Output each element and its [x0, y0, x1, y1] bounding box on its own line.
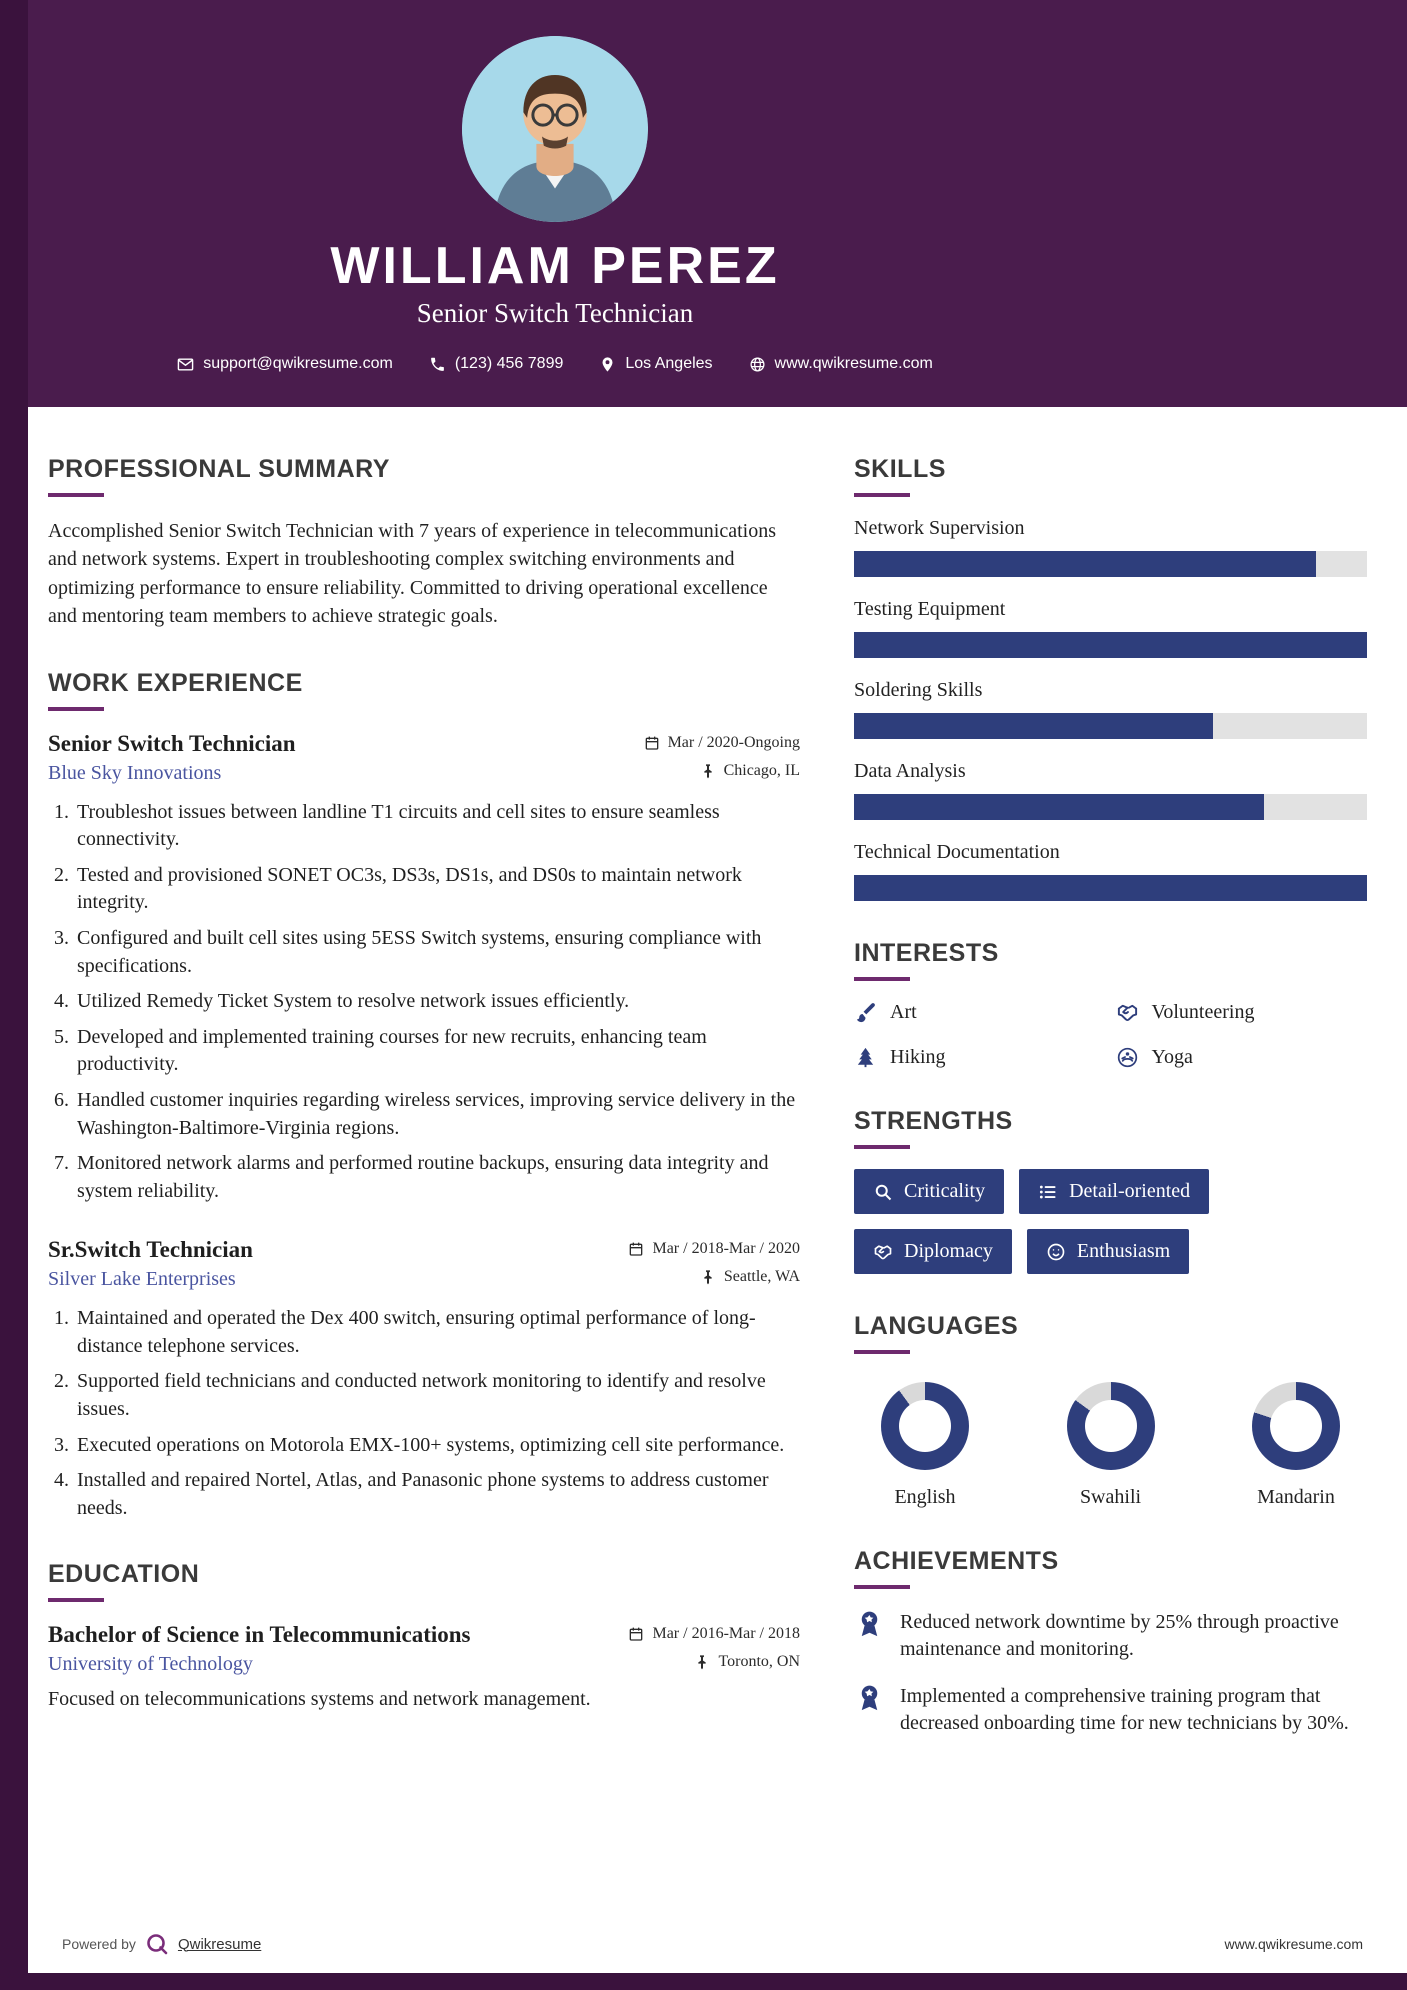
strength-chip — [854, 1169, 1004, 1214]
job-title: Senior Switch Technician — [48, 730, 296, 756]
language-label: Swahili — [1079, 1486, 1142, 1508]
skill-bar — [854, 632, 1367, 658]
envelope-icon — [177, 356, 194, 373]
section-skills — [854, 455, 1367, 901]
map-pin-icon — [599, 356, 616, 373]
interest-label: Yoga — [1151, 1046, 1193, 1068]
contact-website-text: www.qwikresume.com — [774, 355, 933, 372]
skill-bar-fill — [854, 632, 1367, 658]
education-location-text: Toronto, ON — [718, 1653, 800, 1671]
strength-label: Enthusiasm — [1076, 1240, 1171, 1262]
interest-label: Volunteering — [1151, 1001, 1255, 1023]
language-label: English — [894, 1486, 956, 1508]
calendar-icon — [628, 1241, 644, 1257]
skill-name: Technical Documentation — [854, 841, 1060, 863]
skill-bar-fill — [854, 875, 1367, 901]
languages-heading: LANGUAGES — [854, 1312, 1367, 1354]
contact-row — [0, 355, 1110, 373]
strengths-chips — [854, 1169, 1367, 1274]
footer-brand — [62, 1932, 261, 1956]
job-bullet: 7. Monitored network alarms and performed routine backups, ensuring data integrity and system reliability. — [74, 1150, 800, 1205]
contact-phone-text: (123) 456 7899 — [454, 355, 564, 372]
skills-heading: SKILLS — [854, 455, 1367, 497]
education-note: Focused on telecommunications systems and network management. — [48, 1688, 591, 1711]
interest-item — [854, 1001, 1106, 1024]
left-accent-stripe — [0, 0, 28, 1990]
skill-bar — [854, 875, 1367, 901]
job-bullet: 2. Tested and provisioned SONET OC3s, DS3s, DS1s, and DS0s to maintain network integrity. — [74, 862, 800, 917]
section-languages — [854, 1312, 1367, 1509]
interests-grid — [854, 1001, 1367, 1069]
right-column — [854, 455, 1367, 1775]
pushpin-icon — [694, 1654, 710, 1670]
phone-icon — [429, 356, 446, 373]
pushpin-icon — [700, 763, 716, 779]
achievements-heading: ACHIEVEMENTS — [854, 1547, 1367, 1589]
skill-item — [854, 598, 1367, 658]
education-dates — [628, 1625, 800, 1643]
language-donut-chart — [1067, 1382, 1155, 1470]
skill-bar-fill — [854, 551, 1316, 577]
handshake-icon — [1116, 1001, 1139, 1024]
footer-website[interactable]: www.qwikresume.com — [1224, 1936, 1363, 1952]
list-icon — [1038, 1182, 1058, 1202]
skill-bar — [854, 551, 1367, 577]
qwikresume-logo-icon — [145, 1932, 169, 1956]
content — [0, 407, 1407, 1895]
achievement-item — [854, 1683, 1367, 1737]
globe-icon — [749, 356, 766, 373]
left-column — [48, 455, 800, 1775]
language-donut-chart — [881, 1382, 969, 1470]
skill-item — [854, 517, 1367, 577]
job-entry — [48, 731, 800, 1206]
smiley-icon — [1046, 1242, 1066, 1262]
job-location — [700, 1268, 800, 1286]
qwikresume-link[interactable]: Qwikresume — [177, 1935, 262, 1953]
strength-label: Criticality — [904, 1180, 986, 1202]
interest-item — [854, 1046, 1106, 1069]
language-label: Mandarin — [1257, 1486, 1335, 1508]
job-bullet: 1. Troubleshot issues between landline T1 circuits and cell sites to ensure seamless connectivity. — [74, 799, 800, 854]
section-achievements — [854, 1547, 1367, 1737]
avatar — [462, 36, 648, 222]
strength-chip — [1019, 1169, 1209, 1214]
achievement-text: Implemented a comprehensive training program that decreased onboarding time for new technicians by 30%. — [900, 1685, 1349, 1734]
skill-bar-fill — [854, 794, 1264, 820]
contact-email[interactable] — [177, 355, 393, 373]
tree-icon — [854, 1046, 877, 1069]
calendar-icon — [644, 735, 660, 751]
skill-bar — [854, 713, 1367, 739]
skill-name: Network Supervision — [854, 517, 1025, 539]
skill-name: Testing Equipment — [854, 598, 1006, 620]
interest-item — [1116, 1046, 1368, 1069]
interest-label: Hiking — [890, 1046, 946, 1068]
language-donut-chart — [1252, 1382, 1340, 1470]
skill-item — [854, 841, 1367, 901]
person-name: WILLIAM PEREZ — [330, 237, 780, 295]
contact-location-text: Los Angeles — [625, 355, 713, 372]
job-dates — [644, 734, 800, 752]
skill-bar — [854, 794, 1367, 820]
contact-location[interactable] — [599, 355, 712, 373]
education-location — [694, 1653, 800, 1671]
bottom-accent-stripe — [0, 1973, 1407, 1990]
powered-by-label: Powered by — [62, 1936, 136, 1952]
job-dates — [628, 1240, 800, 1258]
yoga-icon — [1116, 1046, 1139, 1069]
job-location-text: Chicago, IL — [723, 761, 800, 779]
education-dates-text: Mar / 2016-Mar / 2018 — [652, 1625, 800, 1643]
contact-email-text: support@qwikresume.com — [203, 355, 393, 372]
section-work-experience — [48, 669, 800, 1523]
job-bullet: 1. Maintained and operated the Dex 400 switch, ensuring optimal performance of long-distance telephone services. — [74, 1305, 800, 1360]
strength-label: Detail-oriented — [1069, 1180, 1191, 1202]
section-interests — [854, 939, 1367, 1069]
pushpin-icon — [700, 1269, 716, 1285]
languages-row — [854, 1374, 1367, 1509]
footer — [0, 1915, 1407, 1973]
skill-item — [854, 679, 1367, 739]
strength-chip — [1027, 1229, 1189, 1274]
skill-name: Soldering Skills — [854, 679, 983, 701]
job-location-text: Seattle, WA — [723, 1268, 800, 1286]
job-bullet: 2. Supported field technicians and conducted network monitoring to identify and resolve issues. — [74, 1368, 800, 1423]
job-bullet: 5. Developed and implemented training courses for new recruits, enhancing team productivity. — [74, 1024, 800, 1079]
school-name: University of Technology — [48, 1653, 253, 1676]
job-bullet: 3. Executed operations on Motorola EMX-100+ systems, optimizing cell site performance. — [74, 1432, 800, 1460]
company-name: Silver Lake Enterprises — [48, 1268, 236, 1291]
degree-title: Bachelor of Science in Telecommunications — [48, 1622, 471, 1648]
job-bullet: 4. Utilized Remedy Ticket System to resolve network issues efficiently. — [74, 988, 800, 1016]
job-title: Sr.Switch Technician — [48, 1237, 253, 1263]
interest-item — [1116, 1001, 1368, 1024]
interests-heading: INTERESTS — [854, 939, 1367, 981]
award-badge-icon — [854, 1683, 885, 1737]
skill-item — [854, 760, 1367, 820]
section-education — [48, 1560, 800, 1711]
contact-website[interactable] — [749, 355, 933, 373]
job-bullet: 4. Installed and repaired Nortel, Atlas, and Panasonic phone systems to address customer needs. — [74, 1467, 800, 1522]
company-name: Blue Sky Innovations — [48, 761, 222, 784]
language-item — [1046, 1382, 1176, 1509]
strength-chip — [854, 1229, 1012, 1274]
interest-label: Art — [890, 1001, 917, 1023]
award-badge-icon — [854, 1609, 885, 1663]
language-item — [860, 1382, 990, 1509]
job-bullet: 3. Configured and built cell sites using 5ESS Switch systems, ensuring compliance with specifications. — [74, 925, 800, 980]
job-bullet-list — [48, 799, 800, 1206]
header-inner — [0, 36, 1110, 373]
summary-heading: PROFESSIONAL SUMMARY — [48, 455, 800, 497]
strengths-heading: STRENGTHS — [854, 1107, 1367, 1149]
work-heading: WORK EXPERIENCE — [48, 669, 800, 711]
education-heading: EDUCATION — [48, 1560, 800, 1602]
section-professional-summary — [48, 455, 800, 631]
section-strengths — [854, 1107, 1367, 1274]
calendar-icon — [628, 1626, 644, 1642]
job-entry — [48, 1237, 800, 1522]
avatar-photo-icon — [462, 36, 648, 222]
job-bullet-list — [48, 1305, 800, 1522]
skill-bar-fill — [854, 713, 1213, 739]
paintbrush-icon — [854, 1001, 877, 1024]
job-dates-text: Mar / 2020-Ongoing — [667, 733, 800, 751]
language-item — [1231, 1382, 1361, 1509]
handshake-icon — [873, 1242, 893, 1262]
achievement-text: Reduced network downtime by 25% through proactive maintenance and monitoring. — [900, 1611, 1339, 1660]
skill-name: Data Analysis — [854, 760, 966, 782]
summary-text: Accomplished Senior Switch Technician with 7 years of experience in telecommunications and network systems. Expert in troubleshooting complex switching environments and optimizing performance to ensure reliability. Committed to driving operational excellence and mentoring team members to achieve strategic goals. — [48, 520, 777, 628]
achievement-item — [854, 1609, 1367, 1663]
person-job-title: Senior Switch Technician — [416, 298, 694, 328]
job-location — [700, 762, 800, 780]
header — [0, 0, 1407, 407]
magnifier-icon — [873, 1182, 893, 1202]
job-bullet: 6. Handled customer inquiries regarding wireless services, improving service delivery in the Washington-Baltimore-Virginia regions. — [74, 1087, 800, 1142]
contact-phone[interactable] — [429, 355, 564, 373]
job-dates-text: Mar / 2018-Mar / 2020 — [652, 1240, 800, 1258]
strength-label: Diplomacy — [904, 1240, 993, 1262]
